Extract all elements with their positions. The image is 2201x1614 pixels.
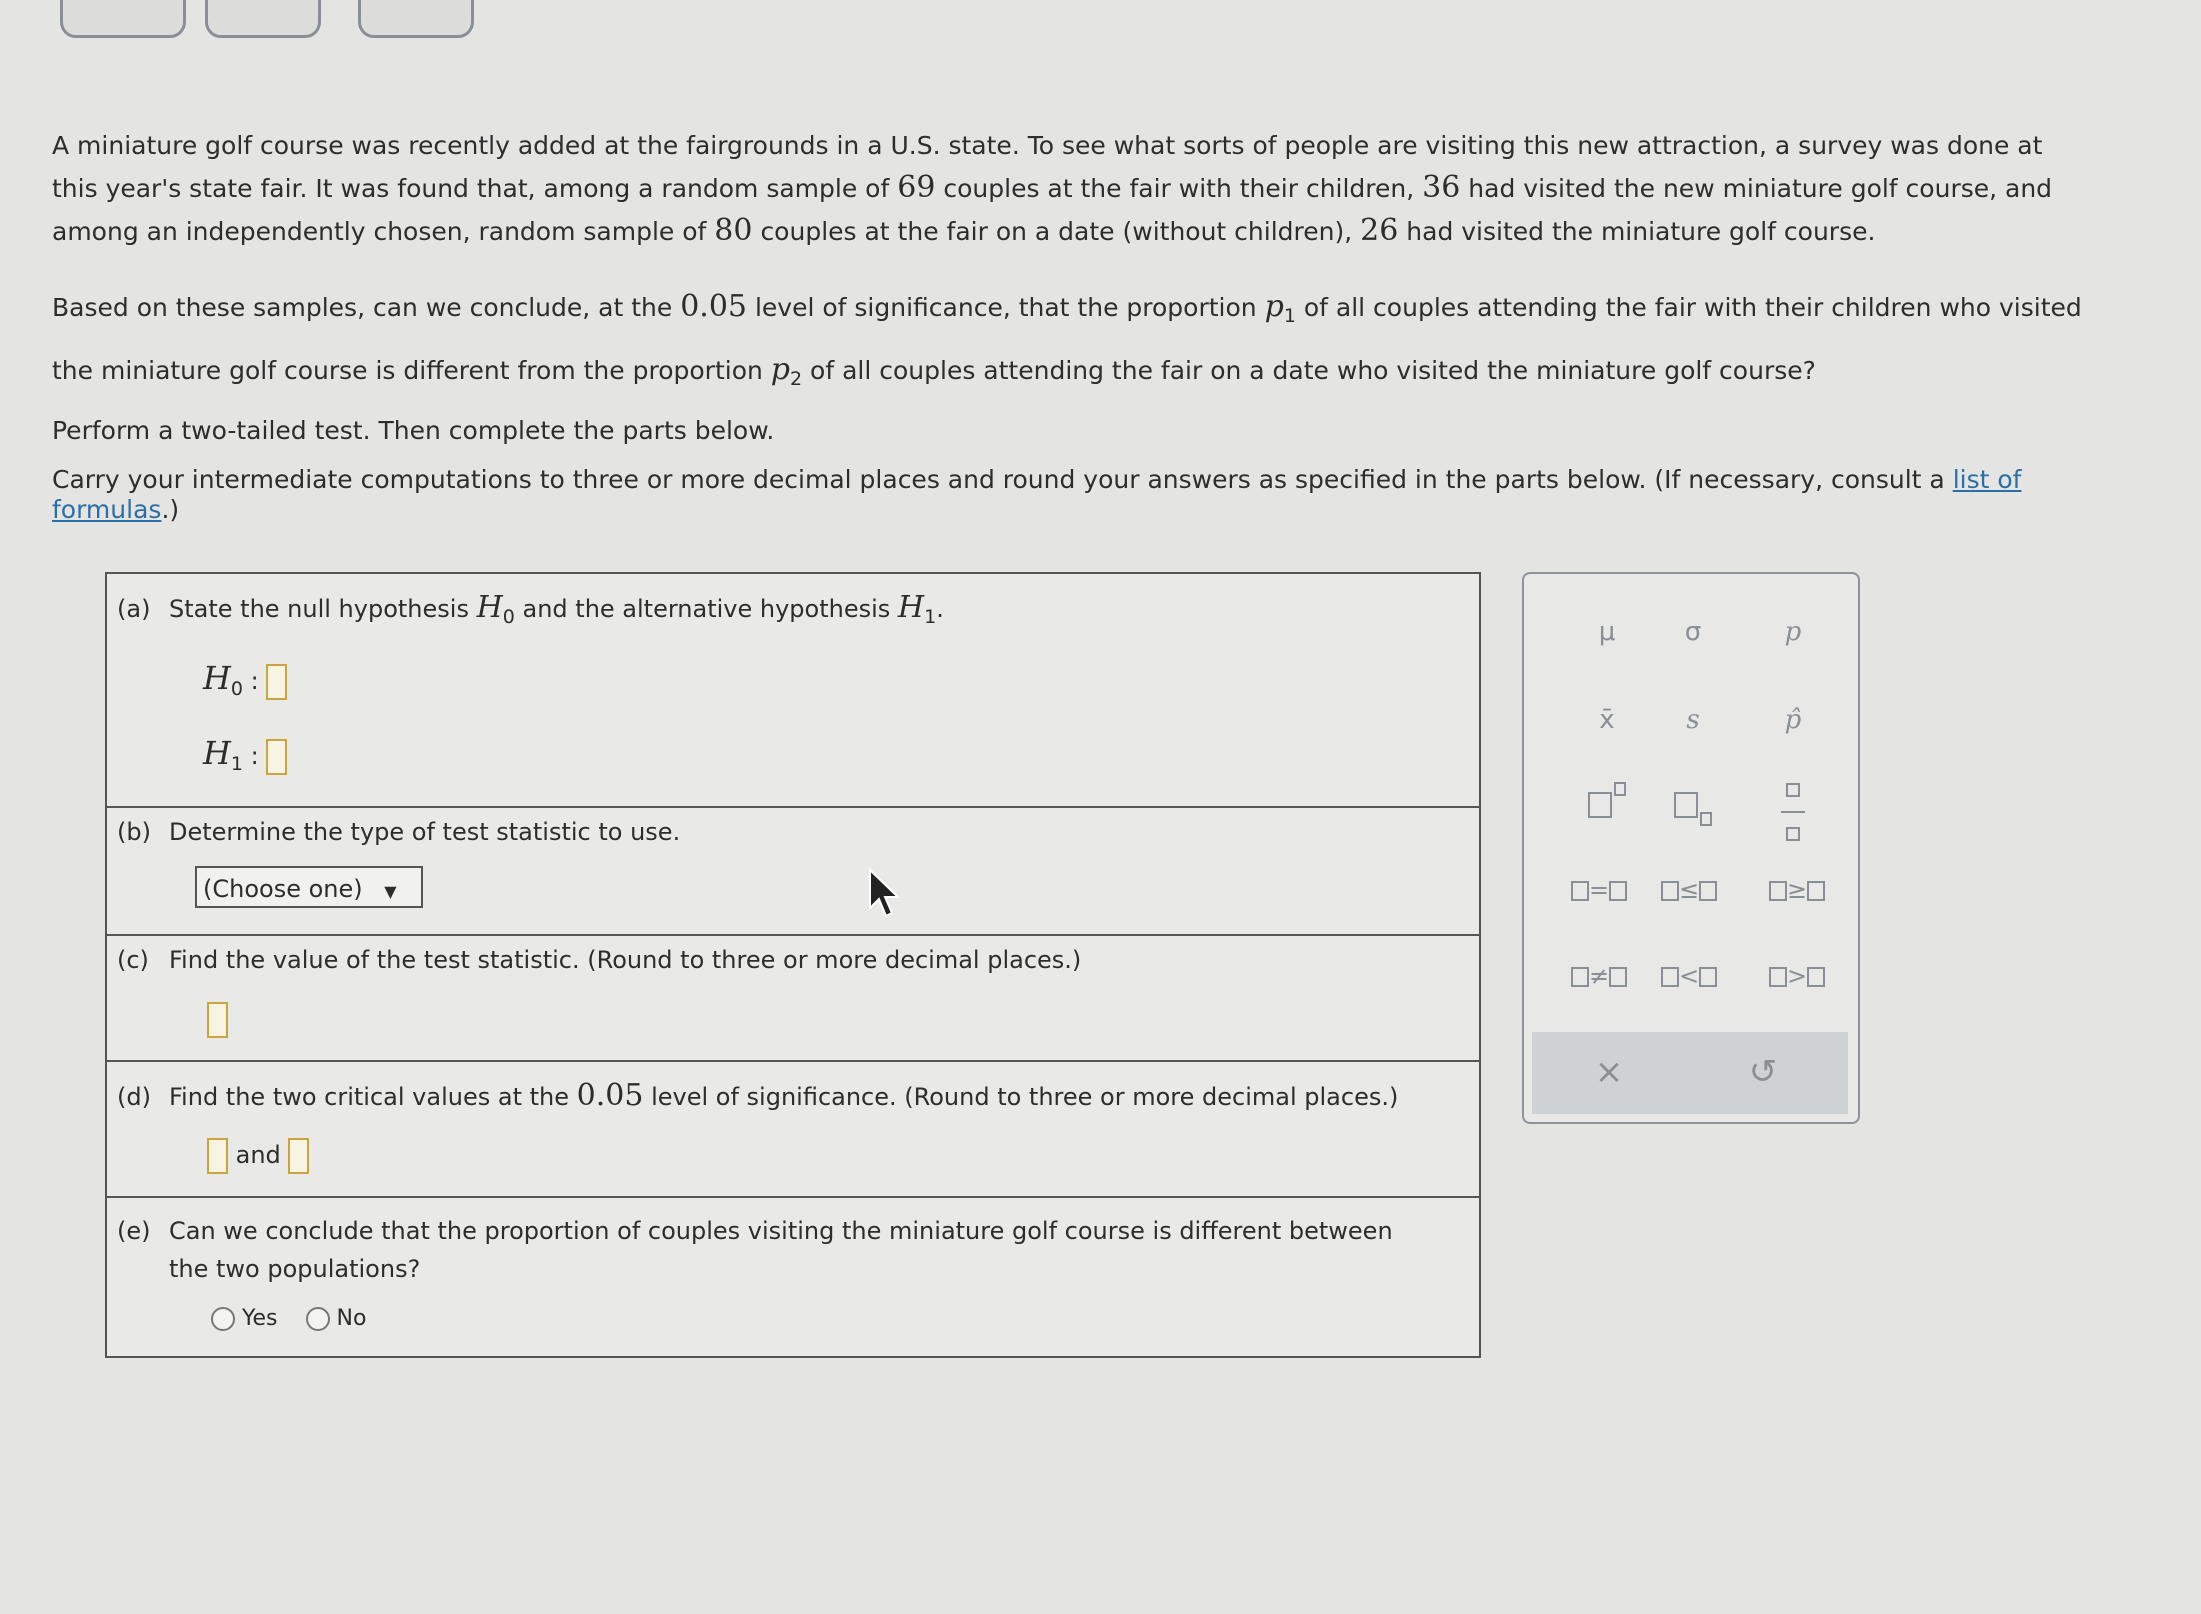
- greater-than-button[interactable]: >: [1762, 954, 1832, 998]
- subscript-button[interactable]: [1658, 782, 1728, 826]
- x-bar-button[interactable]: x̄: [1599, 705, 1615, 735]
- mouse-cursor-icon: [868, 868, 902, 920]
- part-a: (a) State the null hypothesis $H_0$ and the alternative hypothesis $H_1$. $H_0$ : $H_1$ :: [107, 574, 1479, 808]
- alt-hypothesis-input[interactable]: [266, 739, 287, 775]
- math-symbol-palette: [1522, 572, 1860, 1124]
- top-tab-2[interactable]: [205, 0, 321, 38]
- top-tab-1[interactable]: [60, 0, 186, 38]
- clear-icon[interactable]: ×: [1594, 1052, 1624, 1092]
- not-equal-button[interactable]: ≠: [1564, 954, 1634, 998]
- null-hypothesis-row: $H_0$ :: [203, 659, 287, 700]
- no-radio[interactable]: [306, 1307, 330, 1331]
- p-button[interactable]: p: [1784, 617, 1802, 647]
- yes-label: Yes: [242, 1306, 278, 1331]
- part-d: (d) Find the two critical values at the 0.05 level of significance. (Round to three or more decimal places.) and: [107, 1060, 1479, 1198]
- chevron-down-icon: ▼: [384, 882, 397, 901]
- s-button[interactable]: s: [1686, 705, 1700, 735]
- undo-icon[interactable]: ↺: [1748, 1052, 1778, 1092]
- fraction-button[interactable]: [1758, 778, 1828, 822]
- no-label: No: [336, 1306, 367, 1331]
- superscript-button[interactable]: [1572, 782, 1642, 826]
- less-equal-button[interactable]: ≤: [1654, 868, 1724, 912]
- alt-hypothesis-row: $H_1$ :: [203, 734, 287, 775]
- part-c: (c) Find the value of the test statistic. (Round to three or more decimal places.): [107, 934, 1479, 1062]
- part-b: (b) Determine the type of test statistic to use. (Choose one) ▼: [107, 806, 1479, 936]
- equal-button[interactable]: =: [1564, 868, 1634, 912]
- formulas-link-cont[interactable]: formulas: [52, 495, 162, 524]
- problem-paragraph-1: A miniature golf course was recently added at the fairgrounds in a U.S. state. To see what sorts of people are visiting this new attraction, a survey was done at this year's state fair. It was found that, among a random sample of 69 couples at the fair with their children, 36 had visited the new miniature golf course, and among an independently chosen, random sample of 80 couples at the fair on a date (without children), 26 had visited the miniature golf course.: [52, 131, 2053, 248]
- sigma-button[interactable]: σ: [1684, 617, 1702, 647]
- critical-value-2-input[interactable]: [288, 1138, 309, 1174]
- test-statistic-input[interactable]: [207, 1002, 228, 1038]
- instruction-two-tailed: Perform a two-tailed test. Then complete the parts below.: [52, 416, 775, 445]
- instruction-rounding: Carry your intermediate computations to three or more decimal places and round your answers as specified in the parts below. (If necessary, consult a list of formulas.): [52, 465, 2022, 524]
- test-statistic-select[interactable]: (Choose one) ▼: [195, 866, 423, 908]
- p-hat-button[interactable]: p̂: [1784, 705, 1802, 735]
- formulas-link[interactable]: list of: [1952, 465, 2022, 494]
- part-e: (e) Can we conclude that the proportion of couples visiting the miniature golf course is different between the two populations? Yes No: [117, 1217, 1393, 1331]
- less-than-button[interactable]: <: [1654, 954, 1724, 998]
- top-tab-3[interactable]: [358, 0, 474, 38]
- greater-equal-button[interactable]: ≥: [1762, 868, 1832, 912]
- critical-value-1-input[interactable]: [207, 1138, 228, 1174]
- mu-button[interactable]: μ: [1598, 617, 1616, 647]
- question-box: [105, 572, 1481, 1358]
- null-hypothesis-input[interactable]: [266, 664, 287, 700]
- yes-radio[interactable]: [211, 1307, 235, 1331]
- palette-action-bar: [1532, 1032, 1848, 1114]
- problem-paragraph-2: Based on these samples, can we conclude, at the 0.05 level of significance, that the proportion $p_1$ of all couples attending the fair with their children who visited the miniature golf course is different from the proportion $p_2$ of all couples attending the fair on a date who visited the miniature golf course?: [52, 289, 2082, 390]
